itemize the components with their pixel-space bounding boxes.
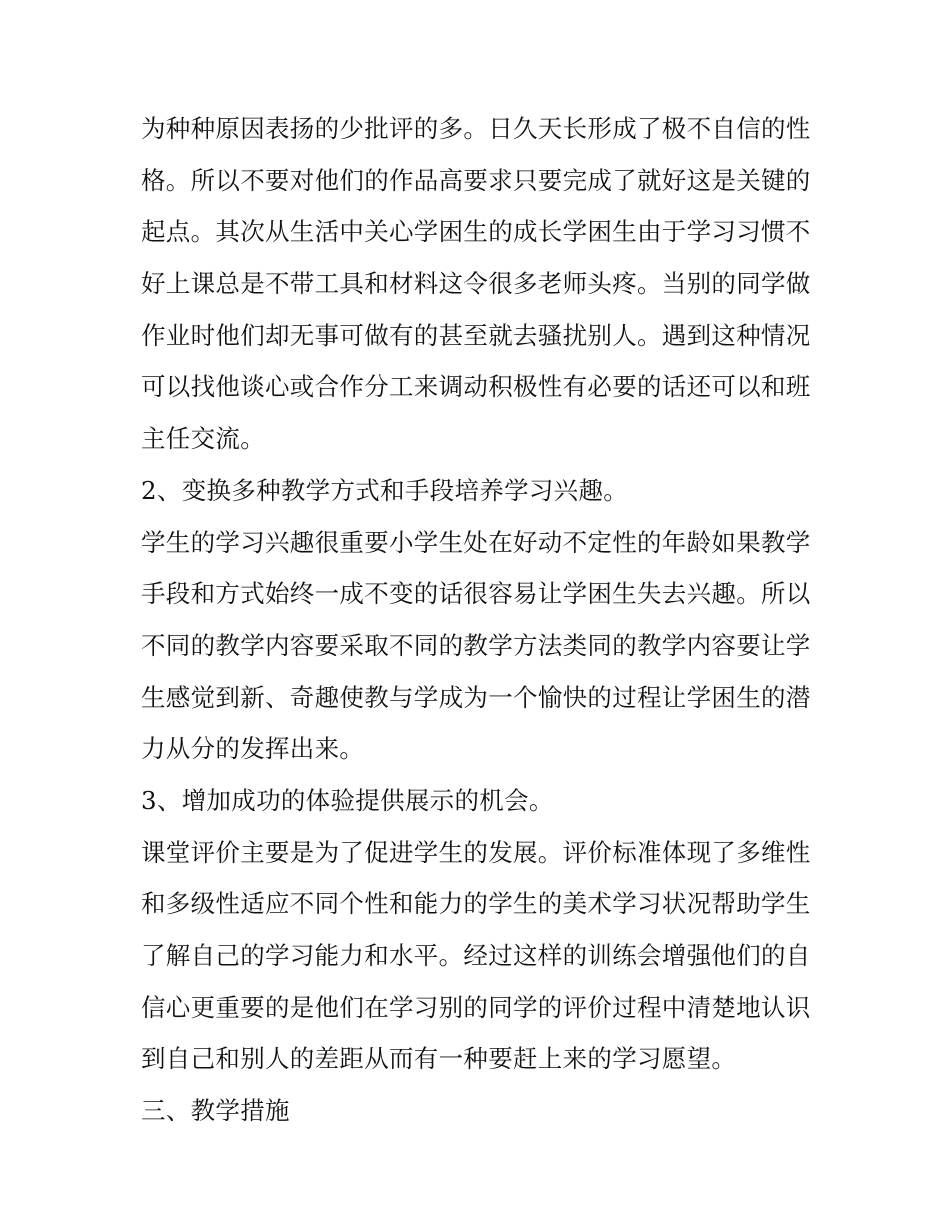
text-line: 了解自己的学习能力和水平。经过这样的训练会增强他们的自 bbox=[141, 941, 811, 970]
text-line: 学生的学习兴趣很重要小学生处在好动不定性的年龄如果教学 bbox=[141, 527, 811, 557]
text-line: 可以找他谈心或合作分工来调动积极性有必要的话还可以和班 bbox=[141, 372, 811, 402]
text-line: 格。所以不要对他们的作品高要求只要完成了就好这是关键的 bbox=[141, 165, 811, 195]
text-line: 到自己和别人的差距从而有一种要赶上来的学习愿望。 bbox=[141, 1044, 737, 1074]
section-heading: 3、增加成功的体验提供展示的机会。 bbox=[141, 785, 554, 815]
text-line: 不同的教学内容要采取不同的教学方法类同的教学内容要让学 bbox=[141, 630, 811, 660]
section-heading: 2、变换多种教学方式和手段培养学习兴趣。 bbox=[141, 475, 629, 505]
text-line: 好上课总是不带工具和材料这令很多老师头疼。当别的同学做 bbox=[141, 269, 811, 299]
text-line: 生感觉到新、奇趣使教与学成为一个愉快的过程让学困生的潜 bbox=[141, 682, 811, 712]
text-line: 主任交流。 bbox=[141, 424, 265, 454]
text-line: 起点。其次从生活中关心学困生的成长学困生由于学习习惯不 bbox=[141, 217, 811, 247]
text-line: 和多级性适应不同个性和能力的学生的美术学习状况帮助学生 bbox=[141, 889, 811, 919]
text-line: 课堂评价主要是为了促进学生的发展。评价标准体现了多维性 bbox=[141, 837, 811, 867]
text-line: 信心更重要的是他们在学习别的同学的评价过程中清楚地认识 bbox=[141, 992, 811, 1022]
text-line: 为种种原因表扬的少批评的多。日久天长形成了极不自信的性 bbox=[141, 114, 811, 143]
text-line: 力从分的发挥出来。 bbox=[141, 734, 365, 764]
document-body bbox=[141, 103, 821, 1137]
section-heading: 三、教学措施 bbox=[141, 1096, 290, 1126]
text-line: 作业时他们却无事可做有的甚至就去骚扰别人。遇到这种情况 bbox=[141, 320, 811, 350]
text-line: 手段和方式始终一成不变的话很容易让学困生失去兴趣。所以 bbox=[141, 579, 811, 609]
